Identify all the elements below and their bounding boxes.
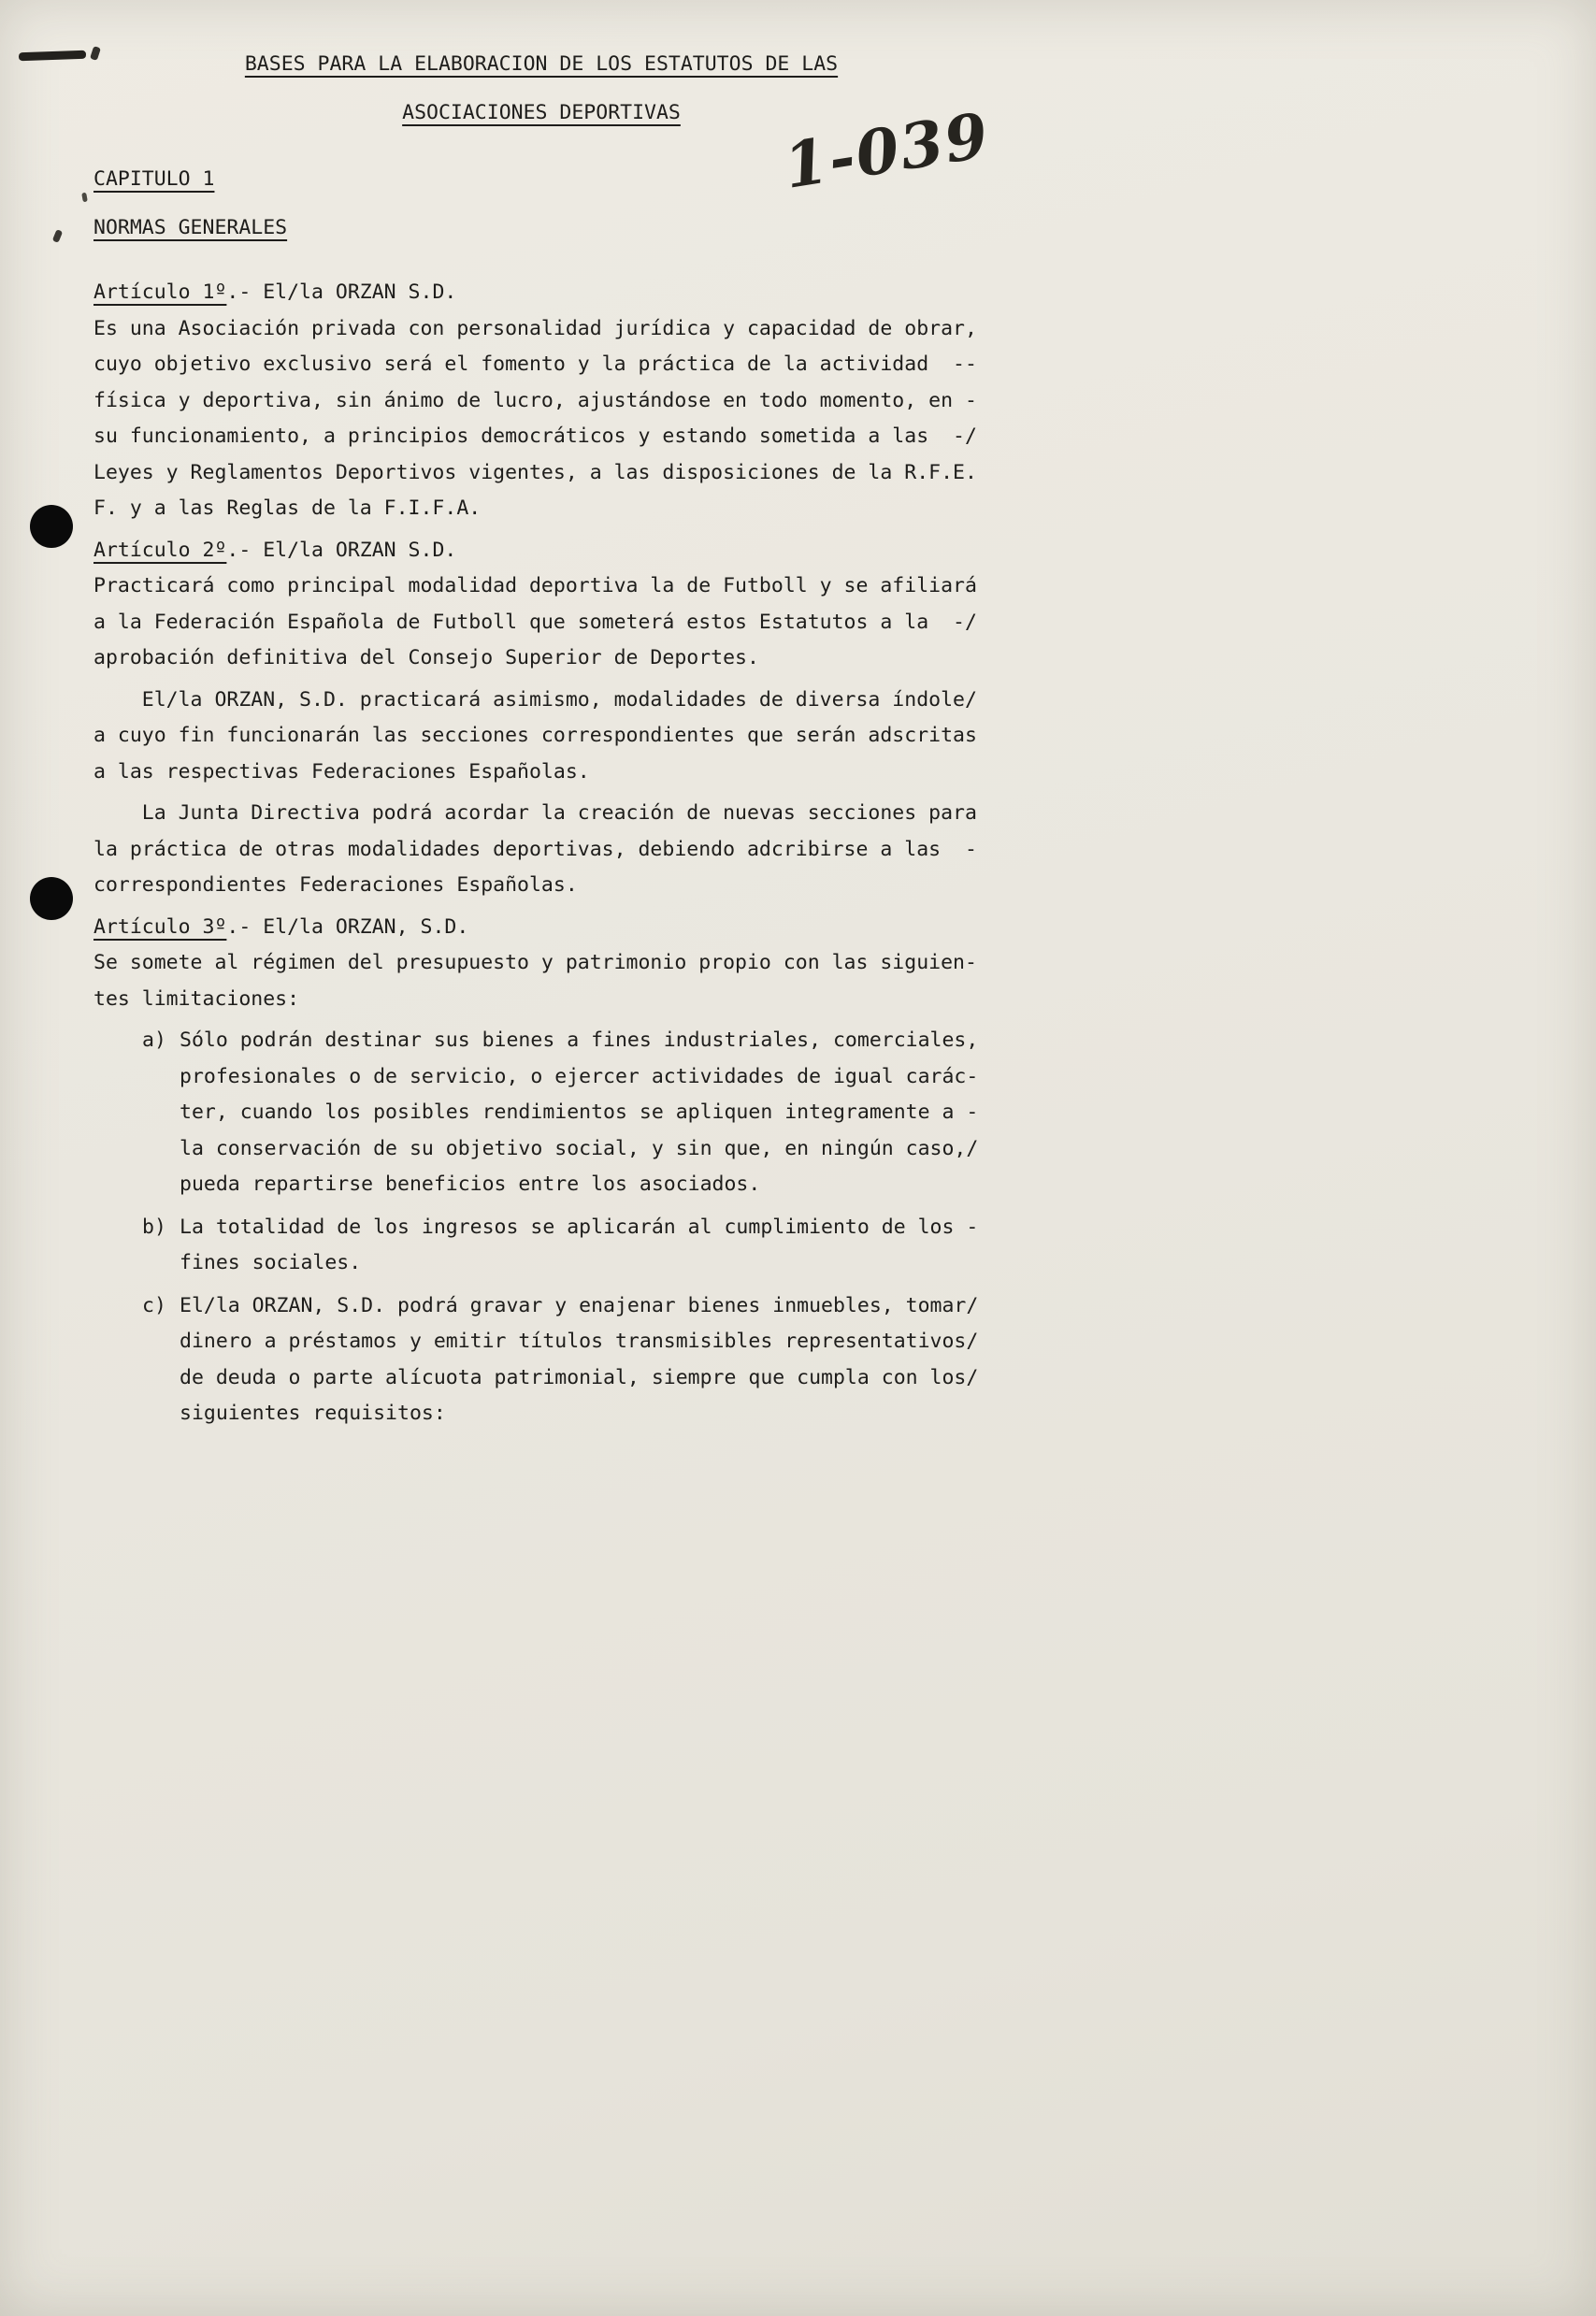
text-line: fines sociales. [180,1251,362,1274]
text-line: aprobación definitiva del Consejo Superior de Deportes. [93,646,759,669]
text-line: siguientes requisitos: [180,1402,446,1425]
list-marker: b) [142,1215,166,1239]
text-line: la conservación de su objetivo social, y sin que, en ningún caso,/ [180,1136,979,1160]
text-line: Practicará como principal modalidad deportiva la de Futboll y se afiliará [93,574,977,597]
text-line: correspondientes Federaciones Españolas. [93,873,578,897]
text-line: de deuda o parte alícuota patrimonial, siempre que cumpla con los/ [180,1365,979,1389]
article-title-rest: .- El/la ORZAN S.D. [226,281,457,304]
section-heading: NORMAS GENERALES [93,215,288,239]
list-marker: c) [142,1293,166,1317]
text-line: física y deportiva, sin ánimo de lucro, ajustándose en todo momento, en - [93,388,977,412]
document-content [93,47,989,1439]
text-line: La Junta Directiva podrá acordar la creación de nuevas secciones para [93,801,977,825]
text-line: su funcionamiento, a principios democráticos y estando sometida a las -/ [93,424,977,448]
ink-speck [52,229,63,243]
text-line: a cuyo fin funcionarán las secciones correspondientes que serán adscritas [93,724,977,747]
article-number: Artículo 1º [93,281,227,304]
document-subtitle: ASOCIACIONES DEPORTIVAS [402,100,681,124]
handwritten-page-number: 1-039 [779,98,995,203]
list-item [142,1210,989,1282]
article-number: Artículo 2º [93,538,227,562]
list-marker: a) [142,1029,166,1052]
article-heading [93,533,989,569]
paragraph [93,311,989,527]
article-heading [93,910,989,946]
pen-mark [19,50,86,62]
paragraph [93,568,989,677]
text-line: Es una Asociación privada con personalidad jurídica y capacidad de obrar, [93,316,977,340]
text-line: El/la ORZAN, S.D. practicará asimismo, modalidades de diversa índole/ [93,687,977,712]
punch-hole-top [30,505,73,548]
text-line: cuyo objetivo exclusivo será el fomento y la práctica de la actividad -- [93,352,977,376]
text-line: a las respectivas Federaciones Españolas. [93,759,590,784]
text-line: pueda repartirse beneficios entre los asociados. [180,1172,761,1196]
document-body [93,275,989,1432]
text-line: ter, cuando los posibles rendimientos se apliquen integramente a - [180,1100,979,1124]
article-title-rest: .- El/la ORZAN S.D. [226,538,457,562]
article-number: Artículo 3º [93,914,227,939]
text-line: El/la ORZAN, S.D. podrá gravar y enajenar bienes inmuebles, tomar/ [180,1293,979,1317]
text-line: dinero a préstamos y emitir títulos transmisibles representativos/ [180,1330,979,1353]
article-title-rest: .- El/la ORZAN, S.D. [226,914,469,939]
text-line: Sólo podrán destinar sus bienes a fines industriales, comerciales, [180,1029,979,1052]
text-line: Se somete al régimen del presupuesto y patrimonio propio con las siguien- [93,951,977,974]
text-line: tes limitaciones: [93,986,300,1011]
text-line: profesionales o de servicio, o ejercer actividades de igual carác- [180,1064,979,1088]
list-item [142,1288,989,1432]
chapter-heading: CAPITULO 1 [93,167,215,191]
ink-speck [81,193,88,203]
text-line: la práctica de otras modalidades deportivas, debiendo adcribirse a las - [93,837,977,861]
paragraph [93,683,989,791]
document-title: BASES PARA LA ELABORACION DE LOS ESTATUTOS DE LAS [244,52,839,76]
text-line: F. y a las Reglas de la F.I.F.A. [93,496,482,520]
article-heading [93,275,989,311]
text-line: Leyes y Reglamentos Deportivos vigentes, a las disposiciones de la R.F.E. [93,460,977,484]
punch-hole-bottom [30,877,73,920]
list-item [142,1023,989,1203]
paragraph [93,796,989,904]
text-line: La totalidad de los ingresos se aplicarán al cumplimiento de los - [180,1215,979,1239]
text-line: a la Federación Española de Futboll que someterá estos Estatutos a la -/ [93,610,977,634]
paragraph [93,945,989,1017]
